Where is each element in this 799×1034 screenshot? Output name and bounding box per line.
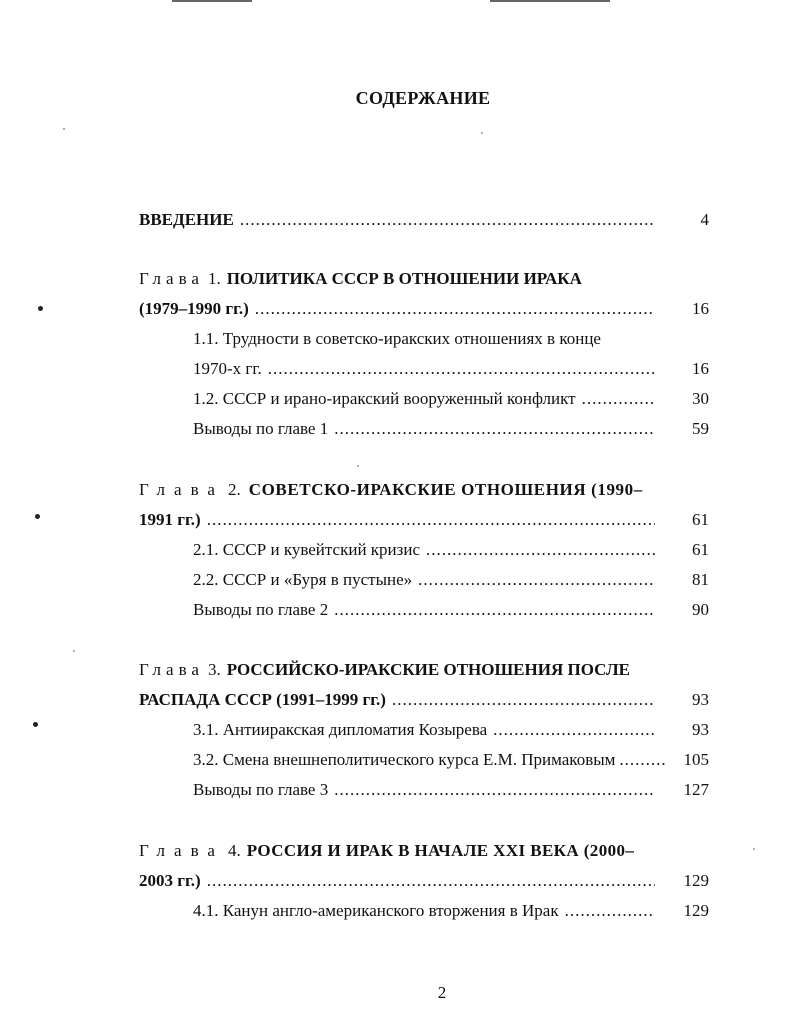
toc-page-number: 90 (692, 600, 709, 619)
toc-section-label: 1.1. Трудности в советско-иракских отношениях в конце (193, 329, 601, 348)
toc-page-number: 59 (692, 419, 709, 438)
toc-entry-intro (139, 209, 709, 231)
toc-page-number: 16 (692, 359, 709, 378)
toc-page-number: 129 (683, 901, 709, 920)
chapter-prefix: Глава (139, 269, 204, 288)
chapter-number: 4. (227, 841, 241, 860)
toc-page-number: 93 (692, 690, 709, 709)
chapter-heading-4-cont (139, 870, 709, 892)
toc-page-number: 61 (692, 540, 709, 559)
scan-edge-line (172, 0, 252, 2)
toc-section-3-2 (193, 749, 709, 771)
page-number: 2 (437, 983, 447, 1002)
toc-section-label: Выводы по главе 3 (193, 780, 329, 799)
scan-speck (481, 132, 483, 134)
chapter-heading-2 (139, 479, 664, 501)
chapter-heading-1 (139, 268, 664, 290)
chapter-title-cont: 2003 гг.) (139, 871, 201, 890)
chapter-prefix: Глава (139, 660, 204, 679)
leader-dots (493, 719, 655, 741)
toc-section-label-cont: 1970-х гг. (193, 359, 262, 378)
toc-page-number: 127 (683, 780, 709, 799)
chapter-prefix: Глава (139, 480, 224, 499)
leader-dots (255, 298, 655, 320)
toc-page-number: 105 (683, 750, 709, 769)
chapter-title: РОССИЯ И ИРАК В НАЧАЛЕ XXI ВЕКА (2000– (246, 841, 635, 860)
toc-section-3-1 (193, 719, 709, 741)
chapter-title: ПОЛИТИКА СССР В ОТНОШЕНИИ ИРАКА (226, 269, 582, 288)
toc-page-number: 16 (692, 299, 709, 318)
toc-section-1-1 (193, 328, 663, 350)
chapter-number: 2. (227, 480, 241, 499)
toc-section-label: Выводы по главе 2 (193, 600, 329, 619)
toc-section-1-1-cont (193, 358, 709, 380)
toc-section-label: 2.2. СССР и «Буря в пустыне» (193, 570, 413, 589)
toc-page-number: 61 (692, 510, 709, 529)
chapter-heading-2-cont (139, 509, 709, 531)
leader-dots (268, 358, 655, 380)
scan-edge-line (490, 0, 610, 2)
toc-conclusion-2 (193, 599, 709, 621)
leader-dots (565, 900, 655, 922)
leader-dots (619, 749, 667, 771)
scan-speck (63, 128, 65, 130)
toc-page-number: 30 (692, 389, 709, 408)
scan-speck (753, 848, 755, 850)
toc-conclusion-3 (193, 779, 709, 801)
leader-dots (426, 539, 655, 561)
page-title: СОДЕРЖАНИЕ (355, 88, 491, 108)
toc-page-number: 81 (692, 570, 709, 589)
leader-dots (334, 599, 655, 621)
toc-page-number: 4 (700, 210, 709, 229)
chapter-prefix: Глава (139, 841, 224, 860)
toc-section-1-2 (193, 388, 709, 410)
chapter-title: РОССИЙСКО-ИРАКСКИЕ ОТНОШЕНИЯ ПОСЛЕ (226, 660, 630, 679)
toc-section-2-1 (193, 539, 709, 561)
toc-section-label: 1.2. СССР и ирано-иракский вооруженный конфликт (193, 389, 576, 408)
scan-speck (73, 650, 75, 652)
leader-dots (240, 209, 655, 231)
leader-dots (582, 388, 655, 410)
chapter-title-cont: РАСПАДА СССР (1991–1999 гг.) (139, 690, 386, 709)
leader-dots (207, 870, 655, 892)
chapter-number: 1. (207, 269, 221, 288)
toc-section-label: 3.2. Смена внешнеполитического курса Е.М. Примаковым (193, 750, 616, 769)
chapter-heading-4 (139, 840, 664, 862)
toc-section-label: Выводы по главе 1 (193, 419, 329, 438)
toc-page-number: 129 (683, 871, 709, 890)
chapter-heading-1-cont (139, 298, 709, 320)
leader-dots (392, 689, 655, 711)
chapter-heading-3 (139, 659, 664, 681)
toc-section-label: 3.1. Антииракская дипломатия Козырева (193, 720, 488, 739)
chapter-title-cont: (1979–1990 гг.) (139, 299, 249, 318)
toc-section-label: 4.1. Канун англо-американского вторжения в Ирак (193, 901, 559, 920)
toc-section-4-1 (193, 900, 709, 922)
toc-page-number: 93 (692, 720, 709, 739)
scan-speck (38, 306, 43, 311)
toc-section-label: 2.1. СССР и кувейтский кризис (193, 540, 421, 559)
toc-section-2-2 (193, 569, 709, 591)
scan-speck (33, 722, 38, 727)
scan-speck (357, 465, 359, 467)
chapter-title-cont: 1991 гг.) (139, 510, 201, 529)
leader-dots (418, 569, 655, 591)
toc-conclusion-1 (193, 418, 709, 440)
leader-dots (334, 779, 655, 801)
leader-dots (334, 418, 655, 440)
chapter-number: 3. (207, 660, 221, 679)
leader-dots (207, 509, 655, 531)
toc-entry-label: ВВЕДЕНИЕ (139, 210, 234, 229)
chapter-title: СОВЕТСКО-ИРАКСКИЕ ОТНОШЕНИЯ (1990– (248, 480, 643, 499)
scan-speck (35, 514, 40, 519)
chapter-heading-3-cont (139, 689, 709, 711)
